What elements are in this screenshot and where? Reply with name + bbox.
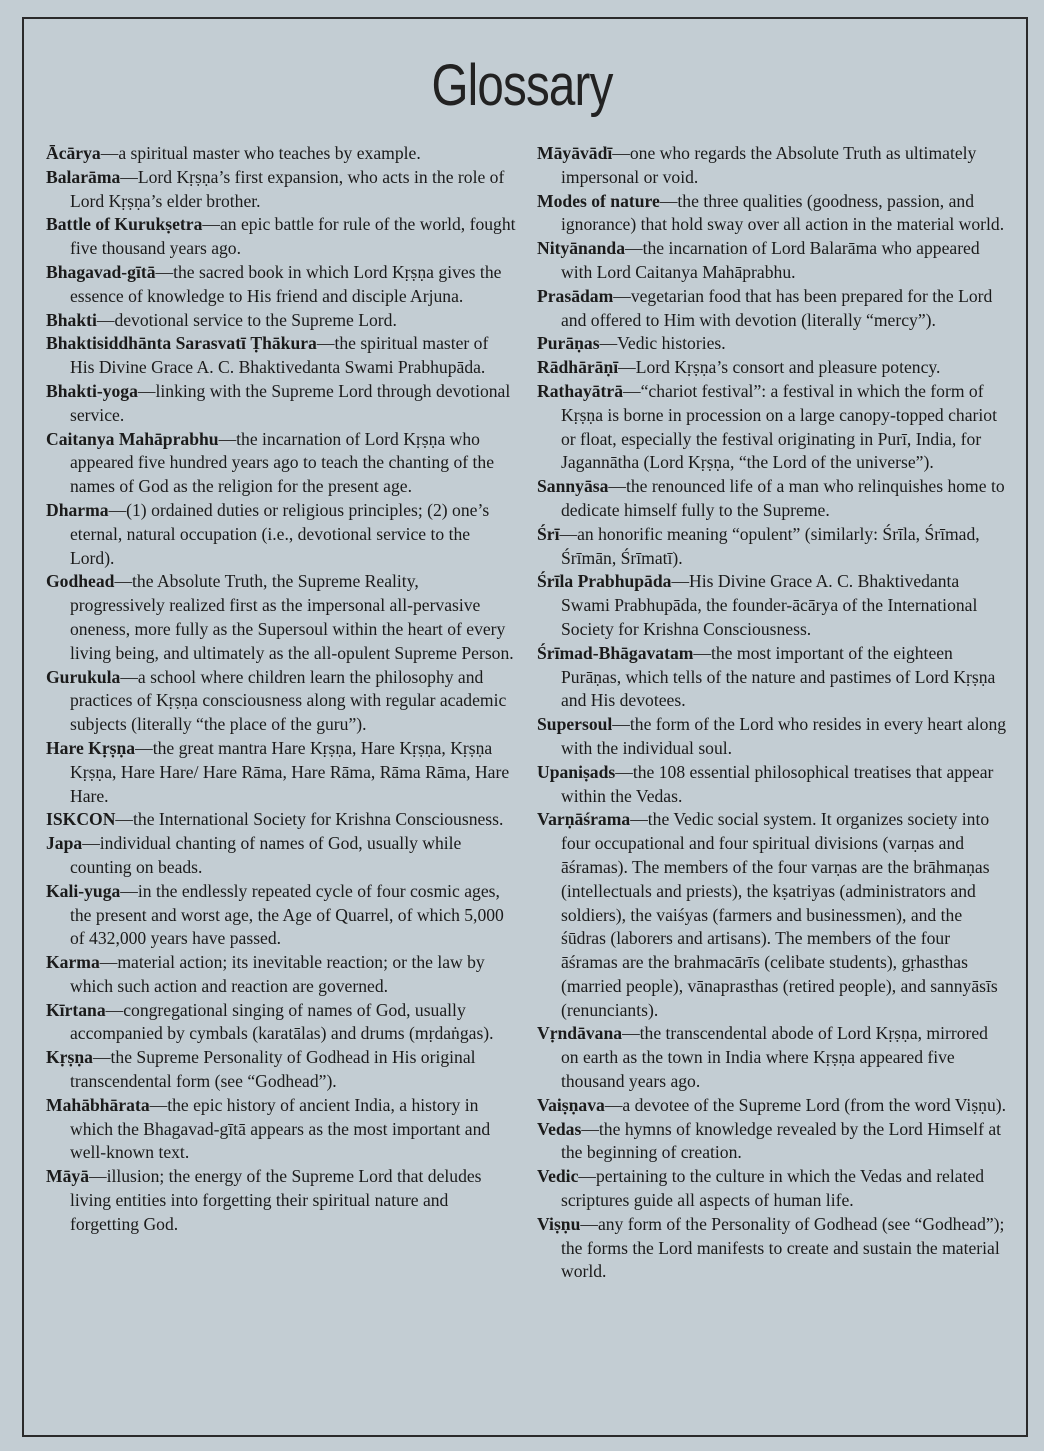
glossary-term: Bhakti-yoga	[46, 380, 138, 401]
glossary-entry	[46, 737, 516, 808]
glossary-definition: —material action; its inevitable reaction; or the law by which such action and reaction are governed.	[70, 952, 485, 996]
glossary-term: Nityānanda	[537, 238, 625, 259]
glossary-entry	[537, 570, 1007, 641]
glossary-entry	[46, 808, 516, 832]
glossary-definition: —illusion; the energy of the Supreme Lord that deludes living entities into forgetting their spiritual nature and forgetting God.	[70, 1166, 482, 1234]
glossary-term: Vṛndāvana	[537, 1023, 623, 1044]
glossary-definition: —Lord Kṛṣṇa’s first expansion, who acts in the role of Lord Kṛṣṇa’s elder brother.	[70, 166, 505, 211]
glossary-term: Rādhārāṇī	[537, 357, 619, 378]
glossary-definition: —(1) ordained duties or religious principles; (2) one’s eternal, natural occupation (i.e., devotional service to the Lord).	[70, 499, 490, 568]
glossary-term: Purāṇas	[537, 333, 600, 354]
glossary-entry	[537, 808, 1007, 1022]
glossary-column-right	[537, 142, 1007, 1284]
glossary-term: Godhead	[46, 571, 115, 592]
glossary-term: Modes of nature	[537, 190, 660, 211]
glossary-definition: —linking with the Supreme Lord through devotional service.	[70, 380, 511, 425]
glossary-entry	[537, 1118, 1007, 1166]
glossary-term: Kīrtana	[46, 999, 106, 1020]
glossary-definition: —the sacred book in which Lord Kṛṣṇa gives the essence of knowledge to His friend and disciple Arjuna.	[70, 261, 502, 306]
glossary-term: Prasādam	[537, 285, 614, 306]
glossary-definition: —any form of the Personality of Godhead (see “Godhead”); the forms the Lord manifests to create and sustain the material world.	[561, 1213, 1005, 1282]
glossary-term: ISKCON	[46, 809, 116, 830]
glossary-term: Ācārya	[46, 143, 101, 163]
glossary-definition: —an honorific meaning “opulent” (similarly: Śrīla, Śrīmad, Śrīmān, Śrīmatī).	[559, 523, 980, 568]
glossary-definition: —an epic battle for rule of the world, fought five thousand years ago.	[70, 214, 516, 259]
glossary-definition: —the Supreme Personality of Godhead in His original transcendental form (see “Godhead”).	[70, 1047, 476, 1092]
glossary-definition: —the incarnation of Lord Kṛṣṇa who appeared five hundred years ago to teach the chanting of the names of God as the religion for the present age.	[70, 428, 495, 497]
glossary-entry	[46, 666, 516, 737]
glossary-entry	[537, 1213, 1007, 1284]
glossary-entry	[537, 380, 1007, 475]
glossary-definition: —the form of the Lord who resides in every heart along with the individual soul.	[561, 714, 1007, 758]
glossary-definition: —the spiritual master of His Divine Grace A. C. Bhaktivedanta Swami Prabhupāda.	[70, 333, 489, 378]
glossary-term: Śrīmad-Bhāgavatam	[537, 642, 694, 663]
glossary-term: Māyāvādī	[537, 143, 613, 163]
glossary-term: Śrī	[537, 523, 560, 544]
glossary-term: Sannyāsa	[537, 476, 609, 497]
glossary-entry	[537, 761, 1007, 809]
glossary-definition: —the hymns of knowledge revealed by the Lord Himself at the beginning of creation.	[561, 1118, 1002, 1163]
glossary-entry	[46, 309, 516, 333]
glossary-entry	[46, 999, 516, 1047]
glossary-definition: —individual chanting of names of God, usually while counting on beads.	[70, 833, 462, 877]
glossary-term: Dharma	[46, 499, 109, 520]
glossary-entry	[537, 642, 1007, 713]
glossary-entry	[46, 261, 516, 309]
glossary-entry	[537, 190, 1007, 238]
page-title: Glossary	[431, 53, 613, 118]
glossary-entry	[537, 1165, 1007, 1213]
glossary-definition: —the great mantra Hare Kṛṣṇa, Hare Kṛṣṇa, Kṛṣṇa Kṛṣṇa, Hare Hare/ Hare Rāma, Hare Rāma, Rāma Rāma, Hare Hare.	[70, 737, 510, 806]
glossary-definition: —the International Society for Krishna Consciousness.	[115, 809, 504, 830]
glossary-entry	[46, 142, 516, 166]
glossary-column-left	[46, 142, 516, 1237]
glossary-definition: —congregational singing of names of God, usually accompanied by cymbals (karatālas) and drums (mṛdaṅgas).	[70, 999, 494, 1044]
glossary-definition: —a spiritual master who teaches by example.	[100, 143, 421, 163]
glossary-entry	[46, 213, 516, 261]
glossary-term: Gurukula	[46, 666, 121, 687]
glossary-entry	[46, 1094, 516, 1165]
glossary-entry	[46, 832, 516, 880]
glossary-definition: —the epic history of ancient India, a history in which the Bhagavad-gītā appears as the most important and well-known text.	[70, 1094, 491, 1163]
glossary-term: Māyā	[46, 1166, 89, 1187]
glossary-term: Supersoul	[537, 714, 613, 735]
glossary-definition: —a devotee of the Supreme Lord (from the word Viṣṇu).	[604, 1094, 1007, 1115]
glossary-term: Varṇāśrama	[537, 809, 631, 830]
glossary-entry	[537, 332, 1007, 356]
glossary-term: Bhaktisiddhānta Sarasvatī Ṭhākura	[46, 333, 317, 354]
glossary-definition: —Lord Kṛṣṇa’s consort and pleasure potency.	[618, 357, 941, 378]
glossary-term: Vedas	[537, 1118, 582, 1139]
glossary-term: Kali-yuga	[46, 880, 121, 901]
glossary-term: Upaniṣads	[537, 761, 616, 782]
glossary-definition: —the transcendental abode of Lord Kṛṣṇa, mirrored on earth as the town in India where Kṛṣṇa appeared five thousand years ago.	[561, 1023, 988, 1092]
glossary-term: Viṣṇu	[537, 1213, 581, 1234]
glossary-entry	[537, 713, 1007, 761]
glossary-definition: —Vedic histories.	[599, 333, 726, 354]
glossary-term: Balarāma	[46, 166, 121, 187]
glossary-definition: —devotional service to the Supreme Lord.	[96, 309, 397, 330]
glossary-definition: —one who regards the Absolute Truth as ultimately impersonal or void.	[561, 143, 977, 187]
glossary-entry	[46, 428, 516, 499]
glossary-entry	[46, 1046, 516, 1094]
glossary-entry	[537, 1094, 1007, 1118]
glossary-entry	[46, 1165, 516, 1236]
glossary-term: Hare Kṛṣṇa	[46, 737, 136, 758]
glossary-definition: —the most important of the eighteen Purāṇas, which tells of the nature and pastimes of Lord Kṛṣṇa and His devotees.	[561, 642, 996, 711]
glossary-definition: —the Vedic social system. It organizes society into four occupational and four spiritual divisions (varṇas and āśramas). The members of the four varṇas are the brāhmaṇas (intellectuals and priests), the kṣatriyas (administrators and soldiers), the vaiśyas (farmers and businessmen), and the śūdras (laborers and artisans). The members of the four āśramas are the brahmacārīs (celibate students), gṛhasthas (married people), vānaprasthas (retired people), and sannyāsīs (renunciants).	[561, 809, 998, 1020]
glossary-term: Bhakti	[46, 309, 97, 330]
glossary-definition: —pertaining to the culture in which the Vedas and related scriptures guide all aspects of human life.	[561, 1166, 985, 1211]
glossary-entry	[537, 285, 1007, 333]
glossary-entry	[537, 523, 1007, 571]
glossary-definition: —the incarnation of Lord Balarāma who appeared with Lord Caitanya Mahāprabhu.	[561, 238, 980, 282]
glossary-entry	[46, 380, 516, 428]
glossary-entry	[537, 475, 1007, 523]
glossary-term: Caitanya Mahāprabhu	[46, 428, 219, 449]
glossary-term: Battle of Kurukṣetra	[46, 214, 203, 235]
glossary-entry	[46, 499, 516, 570]
glossary-definition: —the 108 essential philosophical treatises that appear within the Vedas.	[561, 761, 994, 806]
glossary-entry	[46, 570, 516, 665]
glossary-definition: —vegetarian food that has been prepared for the Lord and offered to Him with devotion (literally “mercy”).	[561, 285, 993, 330]
glossary-term: Rathayātrā	[537, 380, 624, 401]
glossary-entry	[537, 1022, 1007, 1093]
glossary-definition: —the renounced life of a man who relinquishes home to dedicate himself fully to the Supreme.	[561, 476, 1005, 520]
glossary-term: Karma	[46, 952, 100, 973]
glossary-entry	[537, 142, 1007, 190]
glossary-definition: —in the endlessly repeated cycle of four cosmic ages, the present and worst age, the Age of Quarrel, of which 5,000 of 432,000 years have passed.	[70, 880, 504, 949]
glossary-definition: —His Divine Grace A. C. Bhaktivedanta Swami Prabhupāda, the founder-ācārya of the International Society for Krishna Consciousness.	[561, 571, 978, 639]
glossary-entry	[46, 951, 516, 999]
glossary-definition: —the Absolute Truth, the Supreme Reality, progressively realized first as the impersonal all-pervasive oneness, more fully as the Supersoul within the heart of every living being, and ultimately as the all-opulent Supreme Person.	[70, 571, 514, 663]
glossary-term: Vedic	[537, 1166, 579, 1187]
glossary-entry	[537, 356, 1007, 380]
glossary-entry	[46, 332, 516, 380]
glossary-term: Kṛṣṇa	[46, 1047, 93, 1068]
glossary-term: Śrīla Prabhupāda	[537, 571, 672, 592]
glossary-term: Bhagavad-gītā	[46, 261, 156, 282]
glossary-definition: —the three qualities (goodness, passion, and ignorance) that hold sway over all action in the material world.	[561, 190, 1005, 235]
glossary-entry	[46, 880, 516, 951]
glossary-term: Vaiṣṇava	[537, 1094, 605, 1115]
glossary-definition: —a school where children learn the philosophy and practices of Kṛṣṇa consciousness along with regular academic subjects (literally “the place of the guru”).	[70, 666, 507, 735]
glossary-term: Japa	[46, 833, 83, 854]
glossary-definition: —“chariot festival”: a festival in which the form of Kṛṣṇa is borne in procession on a large canopy-topped chariot or float, especially the festival originating in Purī, India, for Jagannātha (Lord Kṛṣṇa, “the Lord of the universe”).	[561, 380, 997, 473]
glossary-entry	[537, 237, 1007, 285]
glossary-entry	[46, 166, 516, 214]
glossary-term: Mahābhārata	[46, 1094, 150, 1115]
